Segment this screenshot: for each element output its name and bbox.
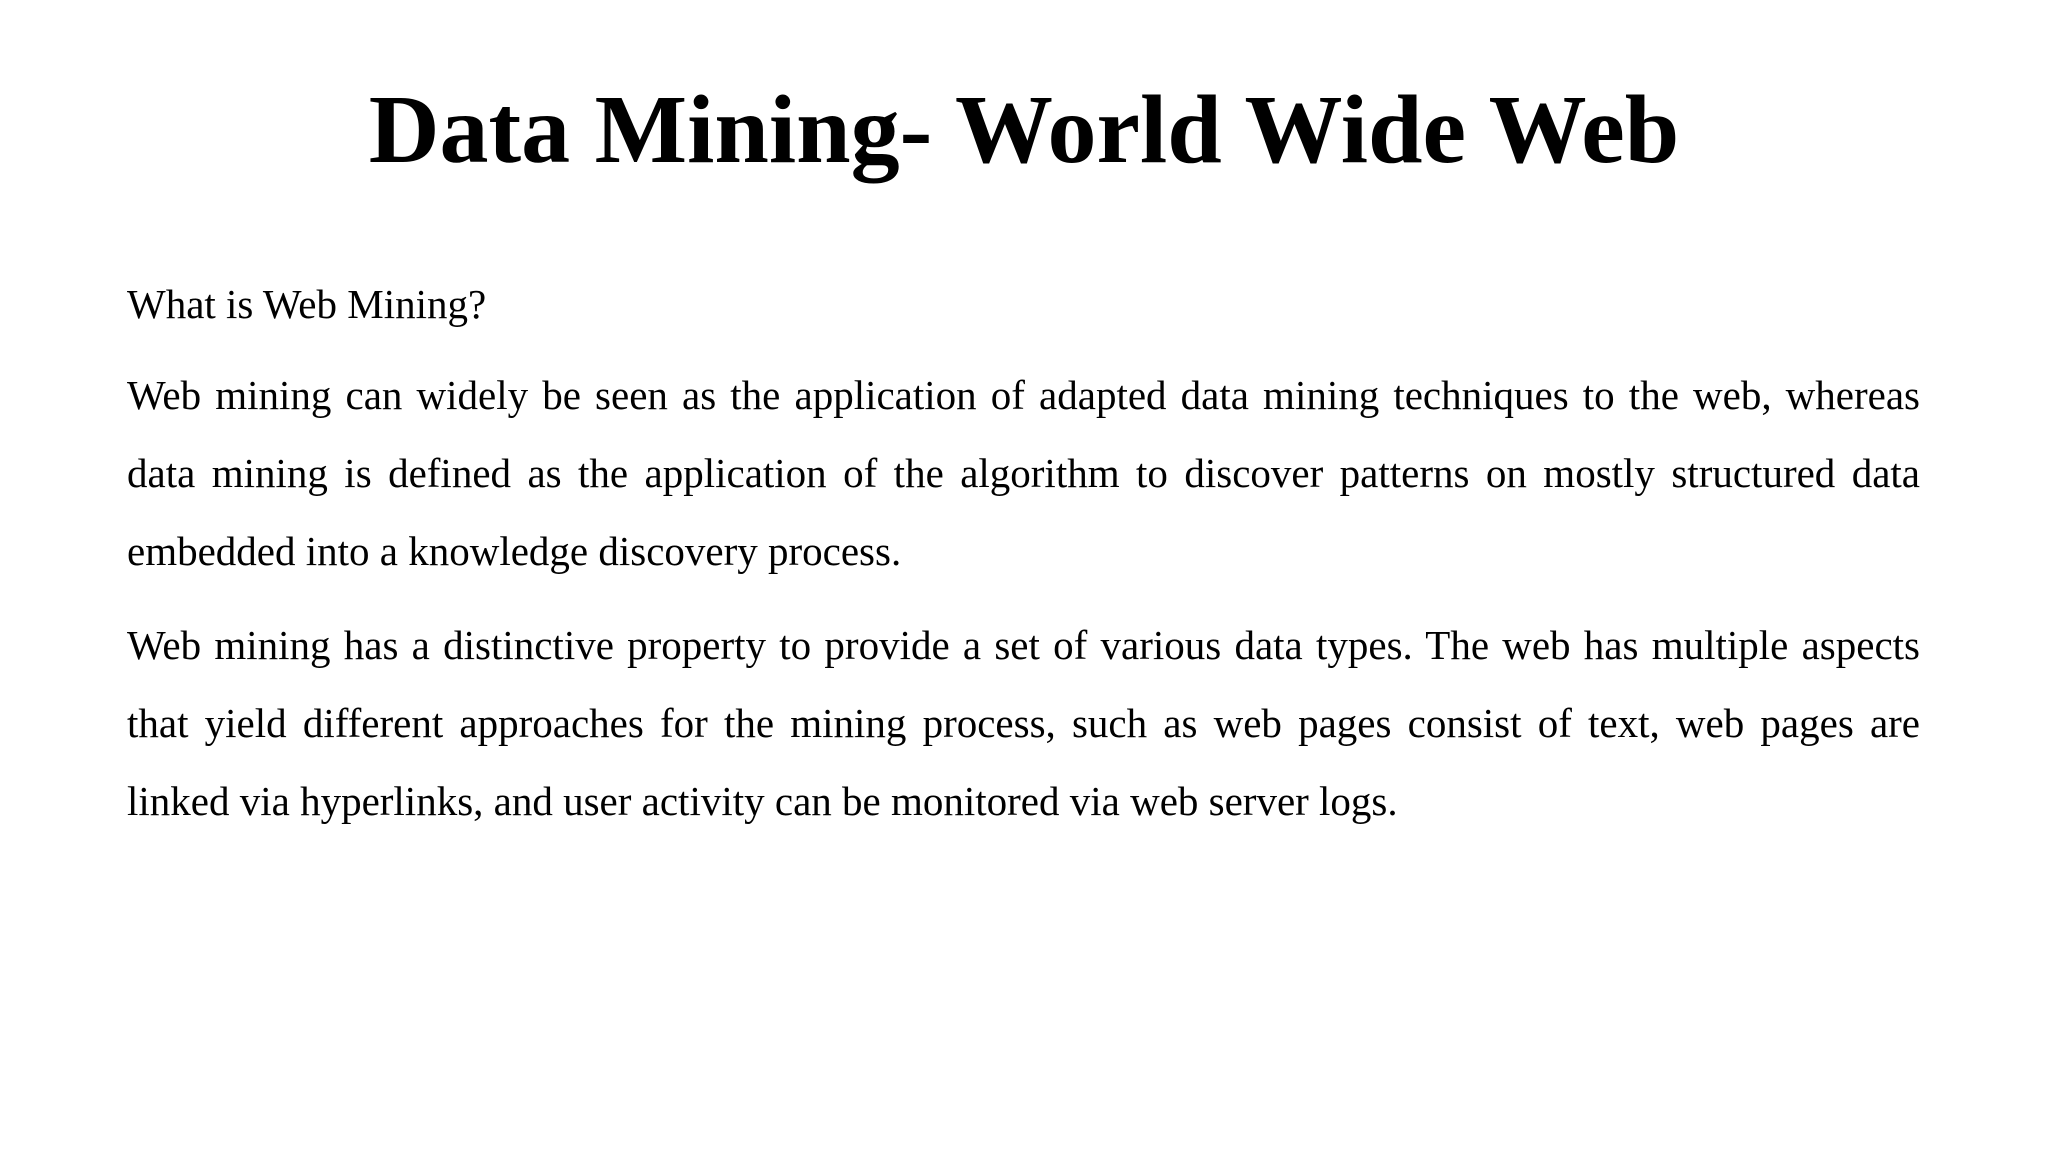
slide-body xyxy=(127,272,1920,856)
paragraph-properties: Web mining has a distinctive property to provide a set of various data types. The web has multiple aspects that yield different approaches for the mining process, such as web pages consist of text, web pages are linked via hyperlinks, and user activity can be monitored via web server logs. xyxy=(127,622,1920,824)
section-question: What is Web Mining? xyxy=(127,281,487,327)
paragraph-definition: Web mining can widely be seen as the application of adapted data mining techniques to the web, whereas data mining is defined as the application of the algorithm to discover patterns on mostly structured data embedded into a knowledge discovery process. xyxy=(127,372,1920,574)
slide-title: Data Mining- World Wide Web xyxy=(368,76,1680,184)
